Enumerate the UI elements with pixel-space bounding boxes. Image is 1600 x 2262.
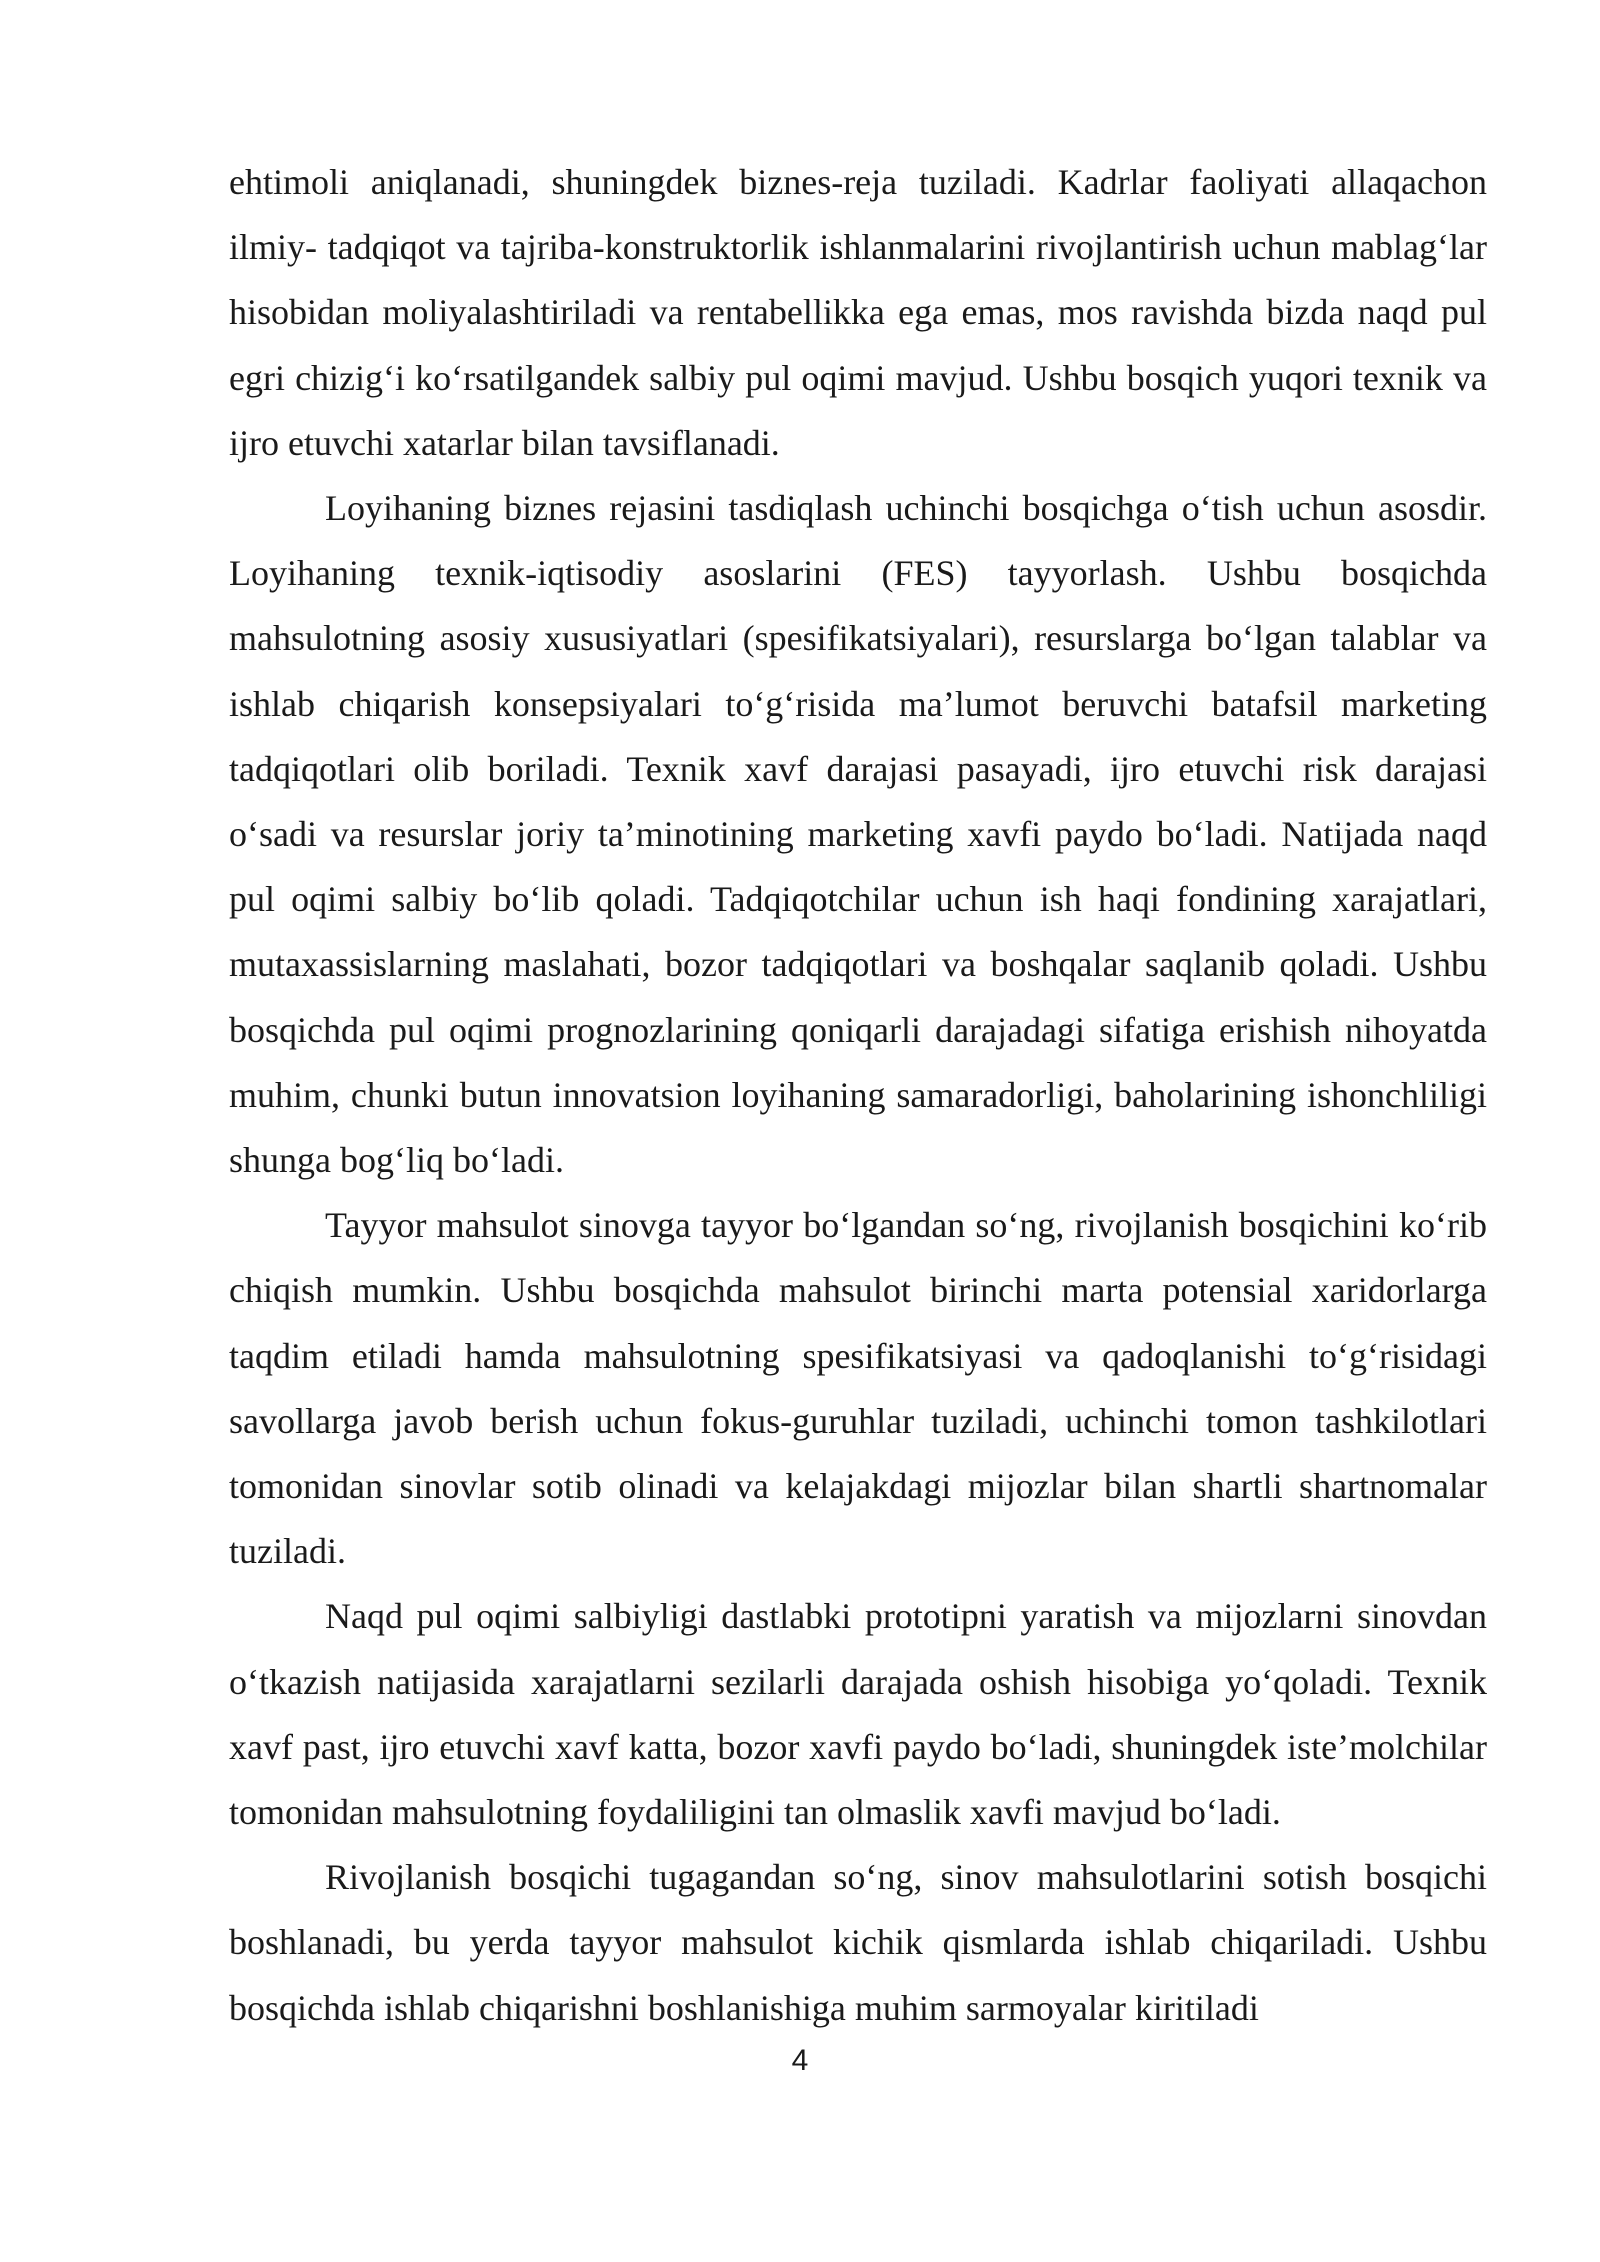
paragraph-continued: ehtimoli aniqlanadi, shuningdek biznes-reja tuziladi. Kadrlar faoliyati allaqachon ilmiy- tadqiqot va tajriba-konstruktorlik ishlanmalarini rivojlantirish uchun mablag‘lar hisobidan moliyalashtiriladi va rentabellikka ega emas, mos ravishda bizda naqd pul egri chizig‘i ko‘rsatilgandek salbiy pul oqimi mavjud. Ushbu bosqich yuqori texnik va ijro etuvchi xatarlar bilan tavsiflanadi. [229, 162, 1487, 463]
paragraph: Naqd pul oqimi salbiyligi dastlabki prototipni yaratish va mijozlarni sinovdan o‘tkazish natijasida xarajatlarni sezilarli darajada oshish hisobiga yo‘qoladi. Texnik xavf past, ijro etuvchi xavf katta, bozor xavfi paydo bo‘ladi, shuningdek iste’molchilar tomonidan mahsulotning foydaliligini tan olmaslik xavfi mavjud bo‘ladi. [229, 1596, 1487, 1833]
paragraph: Tayyor mahsulot sinovga tayyor bo‘lgandan so‘ng, rivojlanish bosqichini ko‘rib chiqish mumkin. Ushbu bosqichda mahsulot birinchi marta potensial xaridorlarga taqdim etiladi hamda mahsulotning spesifikatsiyasi va qadoqlanishi to‘g‘risidagi savollarga javob berish uchun fokus-guruhlar tuziladi, uchinchi tomon tashkilotlari tomonidan sinovlar sotib olinadi va kelajakdagi mijozlar bilan shartli shartnomalar tuziladi. [229, 1205, 1487, 1572]
body-text [229, 150, 1487, 2041]
paragraph: Rivojlanish bosqichi tugagandan so‘ng, sinov mahsulotlarini sotish bosqichi boshlanadi, bu yerda tayyor mahsulot kichik qismlarda ishlab chiqariladi. Ushbu bosqichda ishlab chiqarishni boshlanishiga muhim sarmoyalar kiritiladi [229, 1857, 1487, 2028]
page-number: 4 [791, 2044, 809, 2077]
paragraph: Loyihaning biznes rejasini tasdiqlash uchinchi bosqichga o‘tish uchun asosdir. Loyihaning texnik-iqtisodiy asoslarini (FES) tayyorlash. Ushbu bosqichda mahsulotning asosiy xususiyatlari (spesifikatsiyalari), resurslarga bo‘lgan talablar va ishlab chiqarish konsepsiyalari to‘g‘risida ma’lumot beruvchi batafsil marketing tadqiqotlari olib boriladi. Texnik xavf darajasi pasayadi, ijro etuvchi risk darajasi o‘sadi va resurslar joriy ta’minotining marketing xavfi paydo bo‘ladi. Natijada naqd pul oqimi salbiy bo‘lib qoladi. Tadqiqotchilar uchun ish haqi fondining xarajatlari, mutaxassislarning maslahati, bozor tadqiqotlari va boshqalar saqlanib qoladi. Ushbu bosqichda pul oqimi prognozlarining qoniqarli darajadagi sifatiga erishish nihoyatda muhim, chunki butun innovatsion loyihaning samaradorligi, baholarining ishonchliligi shunga bog‘liq bo‘ladi. [229, 488, 1487, 1181]
